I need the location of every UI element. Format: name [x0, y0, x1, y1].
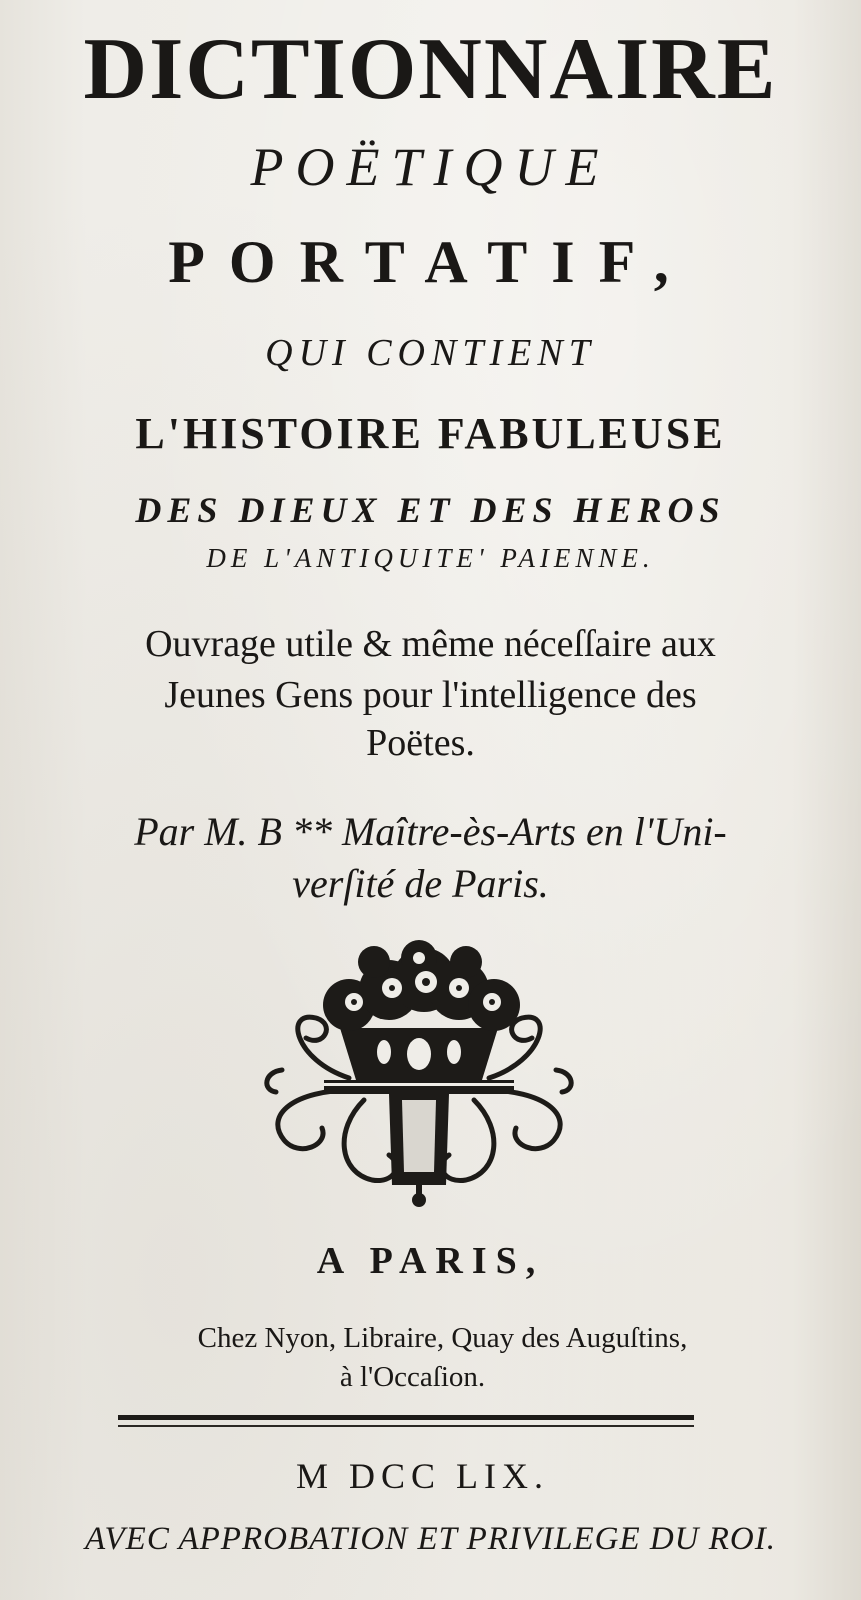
subtitle-qui-contient: QUI CONTIENT [265, 332, 596, 374]
description-line-1: Ouvrage utile & même néceſſaire aux [145, 623, 716, 665]
subtitle-portatif: PORTATIF, [168, 229, 693, 295]
imprint-publisher-line-1: Chez Nyon, Libraire, Quay des Auguſtins, [197, 1322, 688, 1354]
double-rule-top [118, 1415, 694, 1420]
royal-privilege: AVEC APPROBATION ET PRIVILEGE DU ROI. [85, 1521, 776, 1557]
subtitle-poetique: POËTIQUE [250, 137, 611, 197]
subtitle-antiquite-paienne: DE L'ANTIQUITE' PAIENNE. [206, 543, 655, 573]
description-line-2: Jeunes Gens pour l'intelligence des [164, 674, 697, 716]
book-title: DICTIONNAIRE [83, 21, 778, 118]
imprint-city: A PARIS, [316, 1240, 545, 1282]
flower-basket-ornament-icon [254, 940, 584, 1215]
imprint-publisher-line-2: à l'Occaſion. [339, 1361, 486, 1393]
publication-year: M DCC LIX. [295, 1456, 549, 1496]
double-rule-bottom [118, 1425, 694, 1427]
description-line-3: Poëtes. [366, 722, 475, 764]
subtitle-histoire-fabuleuse: L'HISTOIRE FABULEUSE [135, 409, 726, 458]
subtitle-dieux-heros: DES DIEUX ET DES HEROS [135, 490, 726, 530]
author-line-2: verſité de Paris. [292, 861, 549, 906]
author-line-1: Par M. B ** Maître-ès-Arts en l'Uni- [134, 809, 727, 854]
